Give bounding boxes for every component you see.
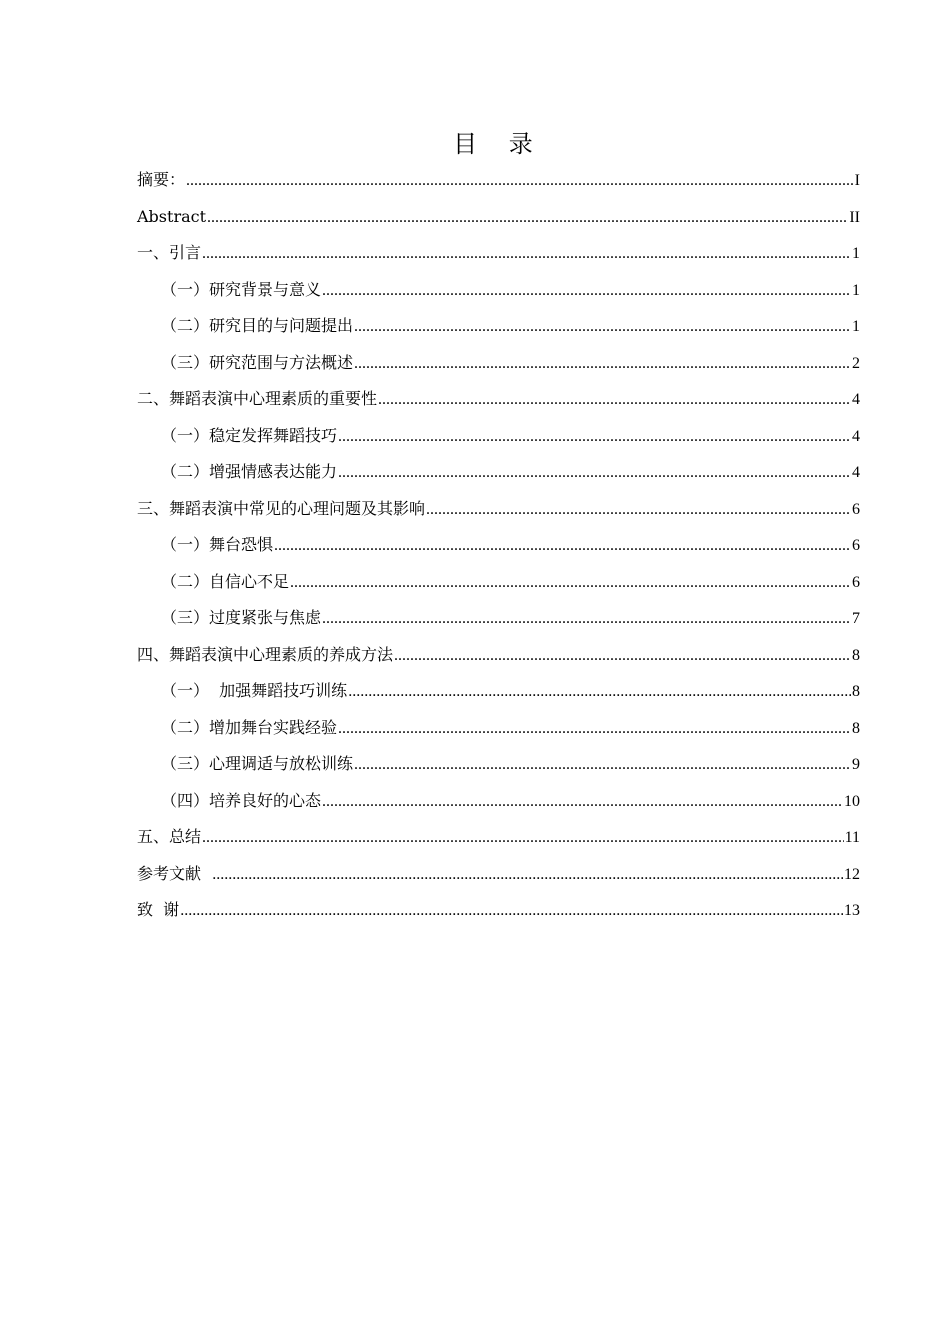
toc-dot-leader: [354, 309, 851, 346]
toc-dot-leader: [212, 857, 843, 894]
toc-dot-leader: [322, 601, 851, 638]
toc-dot-leader: [348, 674, 851, 711]
toc-entry-label: 二、舞蹈表演中心理素质的重要性: [137, 389, 378, 408]
toc-dot-leader: [274, 528, 851, 565]
toc-dot-leader: [338, 455, 851, 492]
toc-entry[interactable]: [137, 600, 860, 637]
toc-entry[interactable]: [137, 710, 860, 747]
toc-entry-label: Abstract: [137, 206, 207, 226]
toc-dot-leader: [354, 747, 851, 784]
toc-entry-label: （一）稳定发挥舞蹈技巧: [161, 425, 338, 445]
toc-dot-leader: [207, 200, 848, 237]
toc-entry-page-number: 11: [844, 829, 860, 846]
toc-entry[interactable]: [137, 527, 860, 564]
toc-entry[interactable]: [137, 564, 860, 601]
toc-dot-leader: [394, 638, 851, 675]
toc-entry-page-number: 7: [852, 610, 860, 627]
toc-entry[interactable]: [137, 381, 860, 418]
toc-entry[interactable]: [137, 345, 860, 382]
toc-entry-page-number: II: [849, 208, 860, 226]
toc-dot-leader: [202, 236, 851, 273]
toc-entry[interactable]: [137, 308, 860, 345]
toc-entry-label: （三）过度紧张与焦虑: [161, 608, 322, 627]
toc-entry-label: （二）自信心不足: [161, 571, 290, 591]
toc-dot-leader: [186, 163, 854, 200]
toc-entry[interactable]: [137, 746, 860, 783]
toc-entry[interactable]: [137, 491, 860, 528]
toc-dot-leader: [338, 711, 851, 748]
toc-dot-leader: [322, 273, 851, 310]
toc-title: 目 录: [453, 130, 545, 158]
toc-entry[interactable]: [137, 819, 860, 856]
toc-entry[interactable]: [137, 892, 860, 929]
toc-list: [137, 162, 860, 929]
toc-entry-label: 参考文献: [137, 863, 212, 883]
toc-dot-leader: [202, 820, 844, 857]
toc-entry-label: 五、总结: [137, 827, 202, 846]
toc-entry-page-number: 12: [844, 865, 860, 883]
toc-entry-page-number: 10: [844, 792, 860, 810]
toc-entry[interactable]: [137, 454, 860, 491]
toc-entry-page-number: 13: [844, 902, 860, 919]
toc-dot-leader: [322, 784, 843, 821]
toc-entry-page-number: 9: [852, 756, 860, 773]
toc-entry[interactable]: [137, 783, 860, 820]
toc-entry[interactable]: [137, 637, 860, 674]
toc-entry-page-number: 6: [852, 537, 860, 554]
toc-entry[interactable]: [137, 673, 860, 710]
toc-entry-label: （二）增强情感表达能力: [161, 462, 338, 481]
toc-entry-page-number: I: [854, 172, 860, 189]
toc-entry[interactable]: [137, 235, 860, 272]
toc-entry-page-number: 1: [852, 281, 860, 299]
toc-entry-label: （一）舞台恐惧: [161, 535, 274, 554]
toc-dot-leader: [378, 382, 851, 419]
toc-entry-page-number: 4: [852, 464, 860, 481]
toc-entry-label: （一） 加强舞蹈技巧训练: [161, 681, 348, 700]
toc-entry-label: （四）培养良好的心态: [161, 790, 322, 810]
toc-dot-leader: [290, 565, 851, 602]
toc-entry[interactable]: [137, 272, 860, 309]
toc-dot-leader: [426, 492, 851, 529]
toc-dot-leader: [338, 419, 851, 456]
toc-entry-label: （一）研究背景与意义: [161, 279, 322, 299]
toc-entry-page-number: 4: [852, 427, 860, 445]
toc-entry[interactable]: [137, 162, 860, 199]
toc-entry-page-number: 6: [852, 500, 860, 518]
toc-entry-page-number: 8: [852, 719, 860, 737]
toc-entry[interactable]: [137, 199, 860, 236]
toc-entry-page-number: 4: [852, 391, 860, 408]
toc-entry-label: 三、舞蹈表演中常见的心理问题及其影响: [137, 498, 426, 518]
toc-entry-label: （三）研究范围与方法概述: [161, 352, 354, 372]
toc-entry[interactable]: [137, 418, 860, 455]
toc-entry-label: （三）心理调适与放松训练: [161, 754, 354, 773]
toc-entry[interactable]: [137, 856, 860, 893]
toc-entry-page-number: 8: [852, 646, 860, 664]
toc-entry-page-number: 1: [852, 318, 860, 335]
toc-dot-leader: [354, 346, 851, 383]
toc-entry-page-number: 1: [852, 245, 860, 262]
toc-entry-label: 致 谢: [137, 900, 180, 919]
toc-entry-page-number: 8: [852, 683, 860, 700]
toc-dot-leader: [180, 893, 843, 930]
toc-entry-label: 摘要：: [137, 170, 186, 189]
toc-entry-label: （二）研究目的与问题提出: [161, 316, 354, 335]
toc-entry-label: （二）增加舞台实践经验: [161, 717, 338, 737]
toc-entry-label: 一、引言: [137, 243, 202, 262]
toc-entry-label: 四、舞蹈表演中心理素质的养成方法: [137, 644, 394, 664]
toc-entry-page-number: 6: [852, 573, 860, 591]
toc-entry-page-number: 2: [852, 354, 860, 372]
